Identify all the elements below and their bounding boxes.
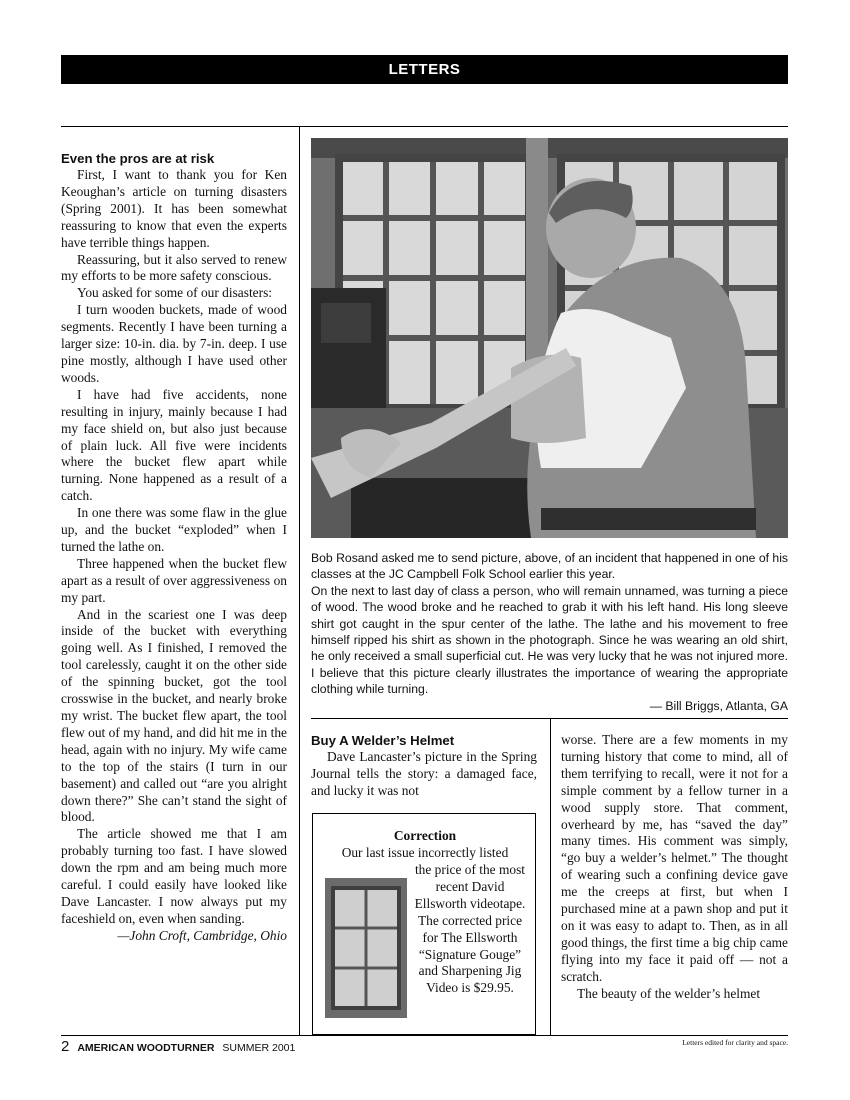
letter-welders-helmet xyxy=(311,732,537,800)
section-banner xyxy=(61,55,788,84)
correction-box xyxy=(312,813,536,1035)
photo-illustration xyxy=(311,138,788,538)
photo-caption xyxy=(311,550,788,714)
editorial-note: Letters edited for clarity and space. xyxy=(682,1038,788,1047)
page-footer xyxy=(61,1038,295,1055)
videotape-thumbnail xyxy=(325,878,407,1018)
letter-paragraph: First, I want to thank you for Ken Keoughan’s article on turning disasters (Spring 2001). It has been somewhat reassuring to know that even the experts have terrible things happen. xyxy=(61,167,287,250)
letter-signature: —John Croft, Cambridge, Ohio xyxy=(117,927,287,943)
top-rule xyxy=(61,126,788,127)
workshop-photo xyxy=(311,138,788,538)
correction-lead: Our last issue incorrectly listed xyxy=(341,845,509,860)
letter-paragraph: I turn wooden buckets, made of wood segments. Recently I have been turning a larger size: 10-in. dia. by 7-in. deep. I use pine mostly, although I have used other woods. xyxy=(61,302,287,385)
issue-date: SUMMER 2001 xyxy=(222,1042,296,1054)
section-title: LETTERS xyxy=(388,61,461,78)
letter-paragraph: worse. There are a few moments in my turning history that come to mind, all of them terrifying to recall, were it not for a simple comment by a fellow turner in a wood supply store. That comment, overheard by me, has “saved the day” many times. His comment was simply, “go buy a welder’s helmet.” The thought of wearing such a confining device gave me the creeps at first, but when I purchased mine at a pawn shop and put it on it was easy to adapt to. Then, as in all good things, the first time a big chip came flying into my face it paid off — not a scratch. xyxy=(561,732,788,984)
letter-welders-helmet-continued xyxy=(561,732,788,1003)
letter-paragraph: Three happened when the bucket flew apart as a result of over aggressiveness on my part. xyxy=(61,555,287,605)
caption-credit: — Bill Briggs, Atlanta, GA xyxy=(649,698,788,713)
page-number: 2 xyxy=(61,1038,70,1055)
letter-paragraph: In one there was some flaw in the glue up, and the bucket “exploded” when I turned the lathe on. xyxy=(61,505,287,554)
letter-headline: Even the pros are at risk xyxy=(61,151,215,166)
caption-paragraph: Bob Rosand asked me to send picture, above, of an incident that happened in one of his classes at the JC Campbell Folk School earlier this year. xyxy=(311,551,788,582)
correction-body: the price of the most recent David Ellsworth videotape. The corrected price for The Ellsworth “Signature Gouge” and Sharpening Jig Video is $29.95. xyxy=(414,862,526,996)
letter-headline: Buy A Welder’s Helmet xyxy=(311,733,455,748)
letter-paragraph: I have had five accidents, none resulting in injury, mainly because I had my face shield on, but also just because of plain luck. All five were incidents where the bucket flew apart while turning. None happened as a result of a catch. xyxy=(61,386,287,504)
letter-paragraph: You asked for some of our disasters: xyxy=(77,285,273,301)
footer-rule xyxy=(61,1035,788,1036)
letter-even-the-pros xyxy=(61,150,287,945)
letter-paragraph: Reassuring, but it also served to renew my efforts to be more safety conscious. xyxy=(61,251,287,284)
column-divider xyxy=(299,126,300,1036)
letter-paragraph: The article showed me that I am probably turning too fast. I have slowed down the rpm and am being much more careful. I could easily have looked like Dave Lancaster. I now always put my faceshield on, even when sanding. xyxy=(61,826,287,926)
letter-paragraph: The beauty of the welder’s helmet xyxy=(577,985,761,1001)
caption-paragraph: On the next to last day of class a person, who will remain unnamed, was turning a piece of wood. The wood broke and he reached to grab it with his left hand. His long sleeve shirt got caught in the spur center of the lathe. The lathe and his movement to free himself ripped his shirt as shown in the photograph. Since he was wearing an old shirt, he only received a small superficial cut. He was very lucky that he was not injured more. I believe that this picture clearly illustrates the importance of wearing the appropriate clothing while turning. xyxy=(311,583,788,697)
letter-paragraph: And in the scariest one I was deep inside of the bucket with everything going well. As I finished, I removed the tool carelessly, caught it on the other side of the spinning bucket, got the tool crosswise in the bucket, and nearly broke my wrist. The bucket flew apart, the tool flew out of my hand, and did hit me in the head, again with no injury. My wife came to the top of the stairs (I turn in our basement) and called out “are you alright down there?” She can’t stand the sight of blood. xyxy=(61,606,287,825)
letter-paragraph: Dave Lancaster’s picture in the Spring Journal tells the story: a damaged face, and lucky it was not xyxy=(311,749,537,798)
correction-title: Correction xyxy=(393,828,457,843)
lower-column-divider xyxy=(550,718,551,1036)
magazine-name: AMERICAN WOODTURNER xyxy=(77,1042,215,1054)
